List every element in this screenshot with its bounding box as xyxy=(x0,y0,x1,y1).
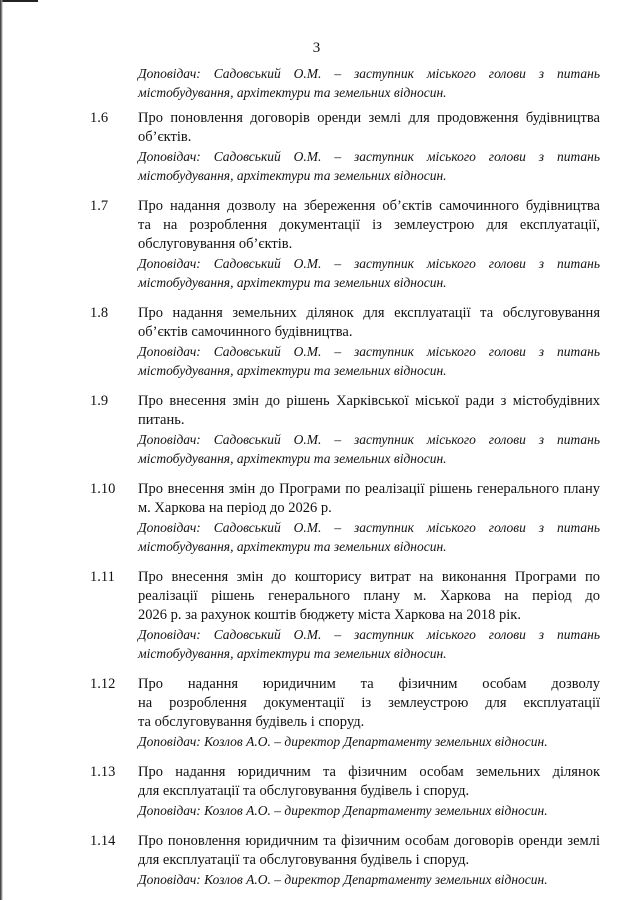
item-title xyxy=(138,109,600,147)
title-line: Про внесення змін до рішень Харківської міської ради з містобудівних xyxy=(138,393,600,409)
speaker-line: містобудування, архітектури та земельних відносин. xyxy=(138,646,447,661)
item-number: 1.7 xyxy=(90,198,109,214)
page-number: 3 xyxy=(312,40,321,56)
item-body xyxy=(138,304,600,380)
speaker-line: Доповідач: Садовський О.М. – заступник міського голови з питань xyxy=(138,256,600,271)
title-line: для експлуатації та обслуговування будівель і споруд. xyxy=(138,852,470,868)
item-speaker xyxy=(138,732,600,751)
speaker-line: Доповідач: Садовський О.М. – заступник міського голови з питань xyxy=(138,344,600,359)
item-number: 1.9 xyxy=(90,393,109,409)
item-body xyxy=(138,392,600,468)
speaker-line: Доповідач: Садовський О.М. – заступник міського голови з питань xyxy=(138,149,600,164)
item-number: 1.11 xyxy=(90,569,115,585)
title-line: Про надання дозволу на збереження об’єктів самочинного будівництва xyxy=(138,198,600,214)
agenda-item xyxy=(0,197,633,292)
agenda-item xyxy=(0,832,633,889)
item-title xyxy=(138,197,600,254)
item-speaker xyxy=(138,518,600,556)
title-line: м. Харкова на період до 2026 р. xyxy=(138,500,332,516)
speaker-line: містобудування, архітектури та земельних відносин. xyxy=(138,451,447,466)
item-speaker xyxy=(138,342,600,380)
title-line: Про надання земельних ділянок для експлуатації та обслуговування xyxy=(138,305,600,321)
item-title xyxy=(138,832,600,870)
title-line: Про надання юридичним та фізичним особам дозволу xyxy=(138,676,600,692)
item-speaker xyxy=(138,801,600,820)
title-line: на розроблення документації із землеустрою для експлуатації xyxy=(138,695,600,711)
item-speaker xyxy=(138,147,600,185)
speaker-line: Доповідач: Садовський О.М. – заступник міського голови з питань xyxy=(138,66,600,81)
speaker-line: містобудування, архітектури та земельних відносин. xyxy=(138,275,447,290)
item-number: 1.14 xyxy=(90,833,116,849)
title-line: обслуговування об’єктів. xyxy=(138,236,293,252)
speaker-line: містобудування, архітектури та земельних відносин. xyxy=(138,168,447,183)
agenda-item xyxy=(0,675,633,751)
item-body xyxy=(138,832,600,889)
agenda-item xyxy=(0,392,633,468)
agenda-items xyxy=(0,109,633,901)
title-line: Про надання юридичним та фізичним особам земельних ділянок xyxy=(138,764,600,780)
item-body xyxy=(138,675,600,751)
item-title xyxy=(138,763,600,801)
item-body xyxy=(138,763,600,820)
speaker-line: містобудування, архітектури та земельних відносин. xyxy=(138,85,447,100)
speaker-line: Доповідач: Козлов А.О. – директор Департаменту земельних відносин. xyxy=(138,872,548,887)
item-number: 1.12 xyxy=(90,676,116,692)
agenda-item xyxy=(0,304,633,380)
item-speaker xyxy=(138,254,600,292)
speaker-line: Доповідач: Садовський О.М. – заступник міського голови з питань xyxy=(138,520,600,535)
title-line: та на розроблення документації із землеустрою для експлуатації, xyxy=(138,217,600,233)
speaker-line: містобудування, архітектури та земельних відносин. xyxy=(138,539,447,554)
speaker-line: Доповідач: Садовський О.М. – заступник міського голови з питань xyxy=(138,432,600,447)
item-speaker xyxy=(138,430,600,468)
item-number: 1.13 xyxy=(90,764,116,780)
speaker-line: Доповідач: Козлов А.О. – директор Департаменту земельних відносин. xyxy=(138,734,548,749)
item-body xyxy=(138,568,600,663)
agenda-item xyxy=(0,763,633,820)
speaker-line: Доповідач: Садовський О.М. – заступник міського голови з питань xyxy=(138,627,600,642)
item-speaker xyxy=(138,870,600,889)
title-line: реалізації рішень генерального плану м. Харкова на період до xyxy=(138,588,600,604)
speaker-line: Доповідач: Козлов А.О. – директор Департаменту земельних відносин. xyxy=(138,803,548,818)
item-body xyxy=(138,109,600,185)
title-line: Про поновлення договорів оренди землі для продовження будівництва xyxy=(138,110,600,126)
speaker-line: містобудування, архітектури та земельних відносин. xyxy=(138,363,447,378)
item-number: 1.6 xyxy=(90,110,109,126)
item-body xyxy=(138,197,600,292)
item-title xyxy=(138,304,600,342)
agenda-item xyxy=(0,109,633,185)
item-title xyxy=(138,568,600,625)
title-line: Про поновлення юридичним та фізичним особам договорів оренди землі xyxy=(138,833,600,849)
agenda-item xyxy=(0,480,633,556)
title-line: та обслуговування будівель і споруд. xyxy=(138,714,365,730)
title-line: питань. xyxy=(138,412,185,428)
item-body xyxy=(138,480,600,556)
title-line: Про внесення змін до Програми по реалізації рішень генерального плану xyxy=(138,481,600,497)
title-line: об’єктів. xyxy=(138,129,192,145)
intro-speaker xyxy=(138,64,600,102)
title-line: 2026 р. за рахунок коштів бюджету міста Харкова на 2018 рік. xyxy=(138,607,521,623)
title-line: об’єктів самочинного будівництва. xyxy=(138,324,353,340)
item-speaker xyxy=(138,625,600,663)
agenda-item xyxy=(0,568,633,663)
title-line: для експлуатації та обслуговування будівель і споруд. xyxy=(138,783,470,799)
item-number: 1.10 xyxy=(90,481,116,497)
item-number: 1.8 xyxy=(90,305,109,321)
item-title xyxy=(138,675,600,732)
scan-edge-top xyxy=(0,0,38,2)
title-line: Про внесення змін до кошторису витрат на виконання Програми по xyxy=(138,569,600,585)
item-title xyxy=(138,480,600,518)
item-title xyxy=(138,392,600,430)
